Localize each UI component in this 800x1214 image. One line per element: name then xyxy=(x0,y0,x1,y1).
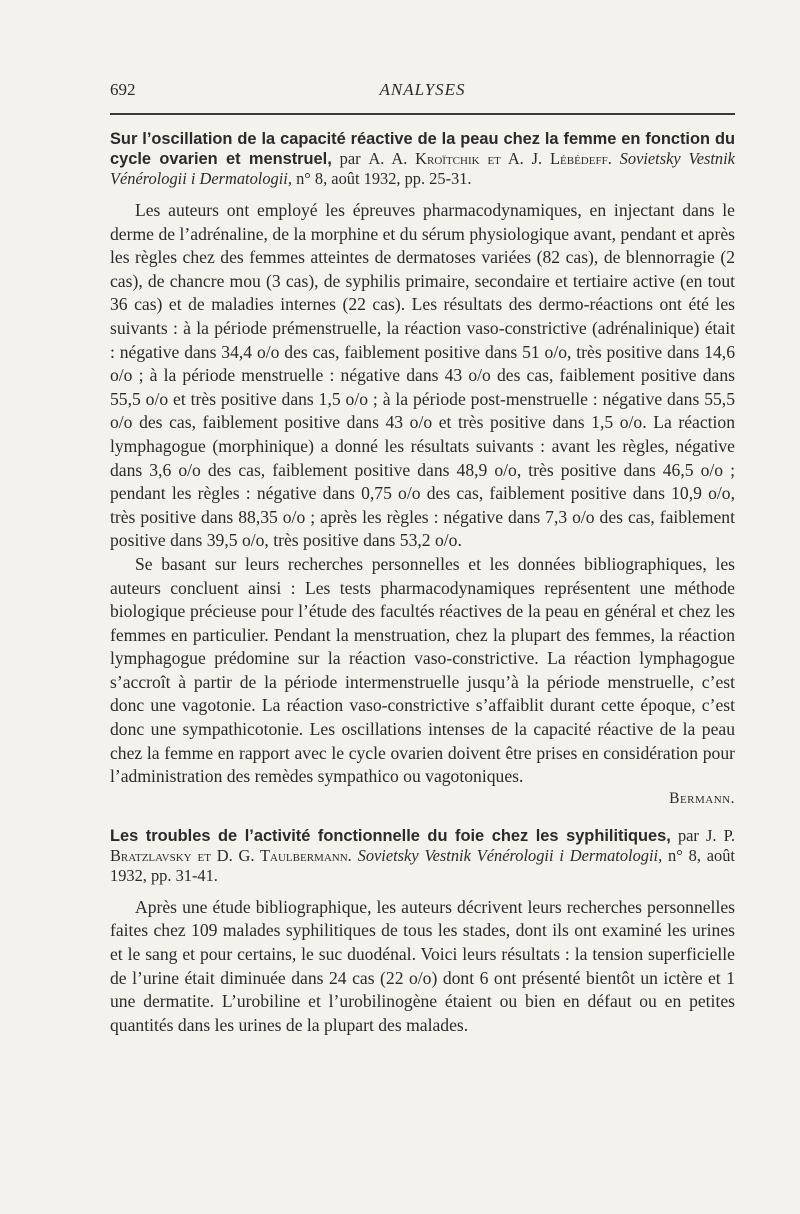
header-rule xyxy=(110,113,735,115)
article-1-paragraph-1: Les auteurs ont employé les épreuves pharmacodynamiques, en injectant dans le derme de l’adrénaline, de la morphine et du sérum physiologique avant, pendant et après les règles chez des femmes atteintes de dermatoses variées (82 cas), de blennorragie (2 cas), de chancre mou (3 cas), de syphilis primaire, secondaire et tertiaire active (en tout 36 cas) et de maladies internes (22 cas). Les résultats des dermo-réactions ont été les suivants : à la période prémenstruelle, la réaction vaso-constrictive (adrénalinique) était : négative dans 34,4 o/o des cas, faiblement positive dans 51 o/o, très positive dans 14,6 o/o ; à la période menstruelle : négative dans 43 o/o des cas, faiblement positive dans 55,5 o/o et très positive dans 1,5 o/o ; à la période post-menstruelle : négative dans 55,5 o/o des cas, faiblement positive dans 43 o/o et très positive dans 1,5 o/o. La réaction lymphagogue (morphinique) a donné les résultats suivants : avant les règles, négative dans 3,6 o/o des cas, faiblement positive dans 48,9 o/o, très positive dans 46,5 o/o ; pendant les règles : négative dans 0,75 o/o des cas, faiblement positive dans 10,9 o/o, très positive dans 88,35 o/o ; après les règles : négative dans 7,3 o/o des cas, faiblement positive dans 39,5 o/o, très positive dans 53,2 o/o. xyxy=(110,200,735,551)
article-2 xyxy=(110,826,735,1038)
page-number: 692 xyxy=(110,80,136,99)
page xyxy=(110,70,735,1055)
article-2-header xyxy=(110,826,735,886)
article-2-authors: J. P. Bratzlavsky et D. G. Taulbermann. xyxy=(110,825,735,865)
article-2-issue: n° 8, août 1932, pp. 31-41. xyxy=(110,845,735,885)
article-1-header xyxy=(110,129,735,189)
running-title: ANALYSES xyxy=(379,80,466,99)
article-2-title: Les troubles de l’activité fonctionnelle du foie chez les syphilitiques, xyxy=(110,826,671,845)
article-1-signature: Bermann. xyxy=(669,789,735,807)
article-2-by: par xyxy=(677,825,699,845)
article-2-paragraph-1: Après une étude bibliographique, les auteurs décrivent leurs recherches personnelles faites chez 109 malades syphilitiques de tous les stades, dont ils ont examiné les urines et le sang et pour certains, le suc duodénal. Voici leurs résultats : la tension superficielle de l’urine était diminuée dans 24 cas (22 o/o) dont 6 ont présenté bientôt un ictère et 1 une dermatite. L’urobiline et l’urobilinogène étaient ou bien en défaut ou en petites quantités dans les urines de la plupart des malades. xyxy=(110,896,735,1035)
article-1-journal: Sovietsky Vestnik Vénérologii i Dermatologii, xyxy=(110,149,735,188)
article-2-journal: Sovietsky Vestnik Vénérologii i Dermatologii, xyxy=(357,845,663,865)
article-1-title: Sur l’oscillation de la capacité réactive de la peau chez la femme en fonction du cycle ovarien et menstruel, xyxy=(110,130,735,168)
article-1-paragraph-2: Se basant sur leurs recherches personnelles et les données bibliographiques, les auteurs concluent ainsi : Les tests pharmacodynamiques représentent une méthode biologique précieuse pour l’étude des facultés réactives de la peau en général et chez les femmes en particulier. Pendant la menstruation, chez la plupart des femmes, la réaction lymphagogue prédomine sur la réaction vaso-constrictive. La réaction lymphagogue s’accroît à partir de la période intermenstruelle jusqu’à la période menstruelle, c’est donc une vagotonie. La réaction vaso-constrictive s’affaiblit durant cette époque, c’est donc une sympathicotonie. Les oscillations intenses de la capacité réactive de la peau chez la femme en rapport avec le cycle ovarien doivent être prises en considération pour l’administration des remèdes sympathico ou vagotoniques. xyxy=(110,553,735,787)
article-1-issue: n° 8, août 1932, pp. 25-31. xyxy=(296,169,472,188)
article-1 xyxy=(110,129,735,808)
article-1-by: par xyxy=(339,149,361,168)
article-1-authors: A. A. Kroïtchik et A. J. Lébédeff. xyxy=(368,149,612,168)
running-head xyxy=(110,70,735,108)
